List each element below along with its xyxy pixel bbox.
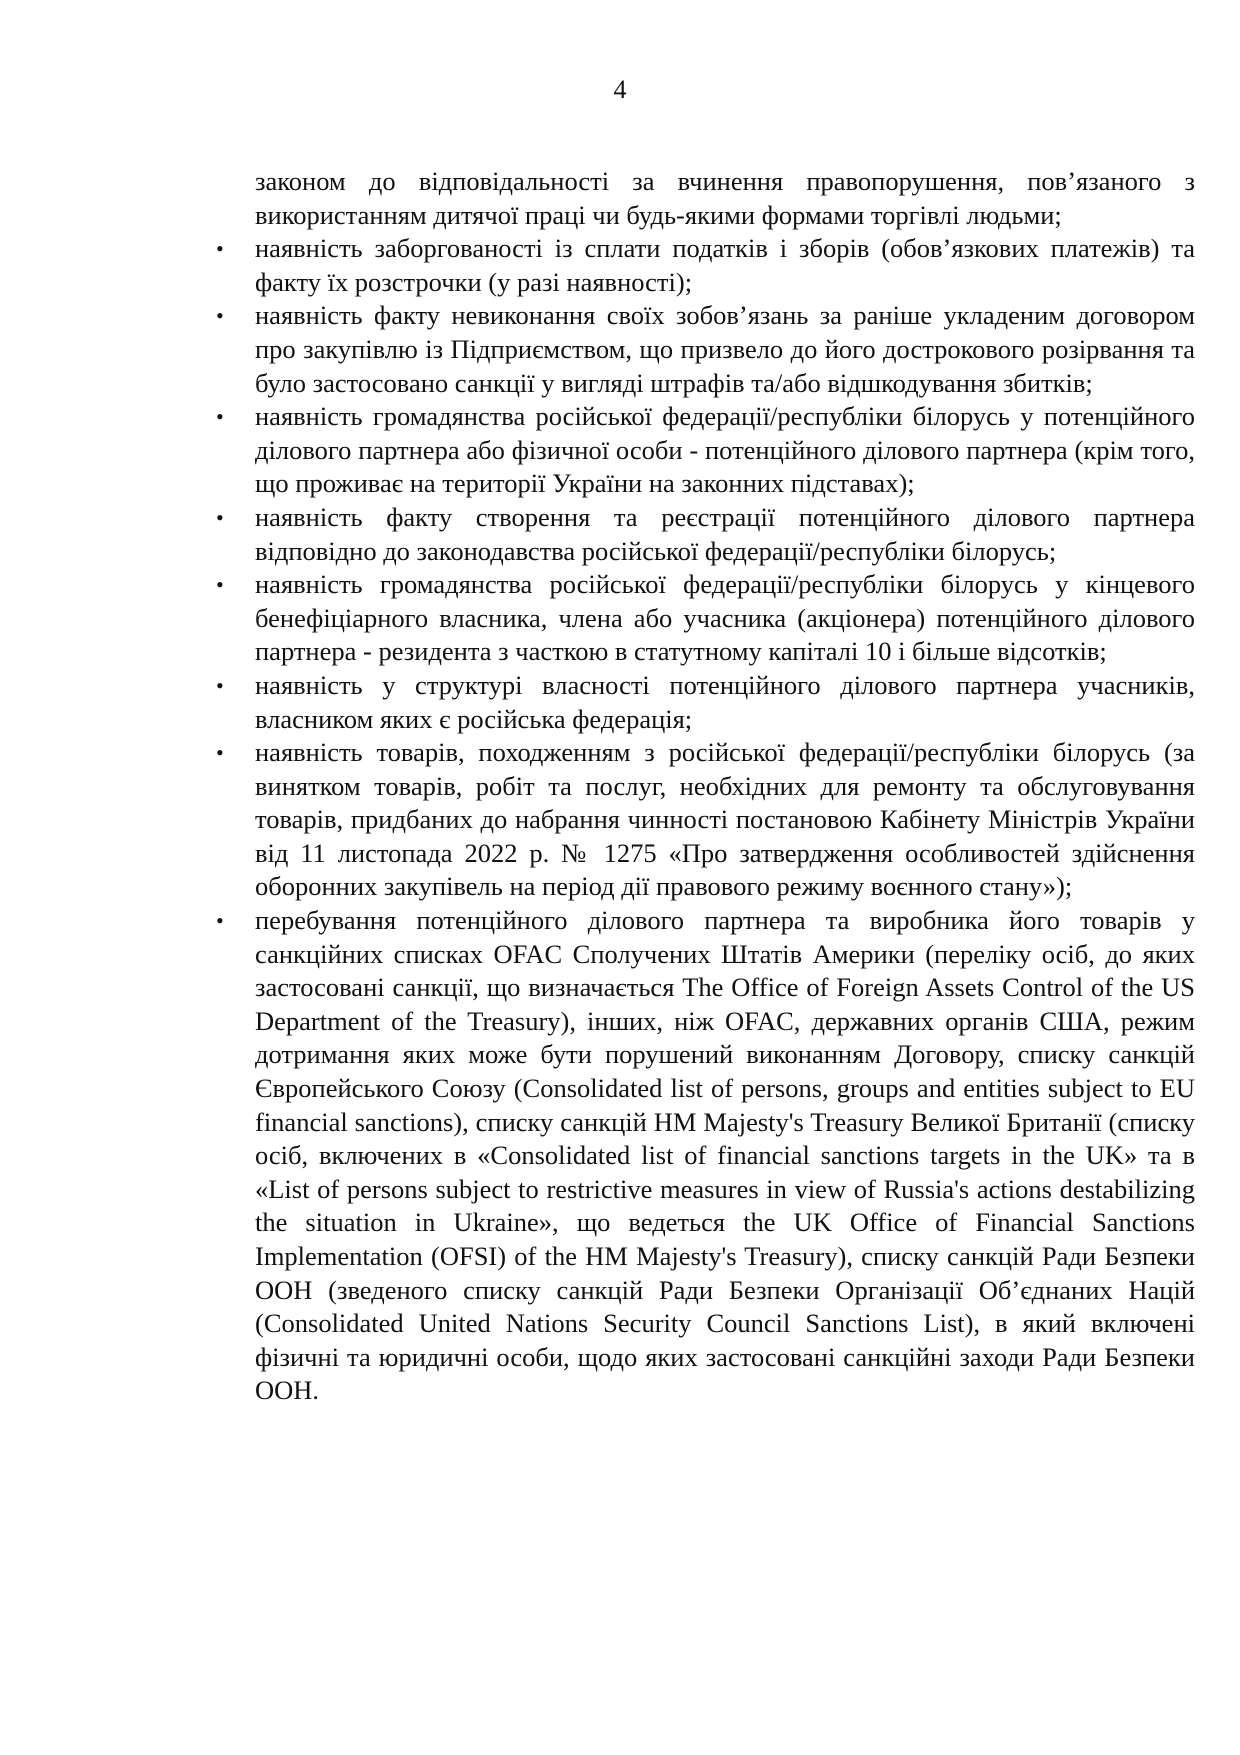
list-item-text: наявність громадянства російської федерації/республіки білорусь у кінцевого бенефіціарного власника, члена або учасника (акціонера) потенційного ділового партнера - резидента з часткою в статутному капіталі 10 і більше відсотків; xyxy=(255,569,1195,667)
list-item-text: наявність товарів, походженням з російської федерації/республіки білорусь (за винятком товарів, робіт та послуг, необхідних для ремонту та обслуговування товарів, придбаних до набрання чинності постановою Кабінету Міністрів України від 11 листопада 2022 р. № 1275 «Про затвердження особливостей здійснення оборонних закупівель на період дії правового режиму воєнного стану»); xyxy=(255,737,1195,902)
list-item-text: наявність громадянства російської федерації/республіки білорусь у потенційного ділового партнера або фізичної особи - потенційного ділового партнера (крім того, що проживає на території України на законних підставах); xyxy=(255,401,1195,499)
bullet-icon: • xyxy=(216,404,224,430)
bullet-icon: • xyxy=(216,572,224,598)
bullet-icon: • xyxy=(216,672,224,698)
document-body xyxy=(216,165,1195,1408)
list-item xyxy=(216,232,1195,299)
list-item xyxy=(216,568,1195,669)
bullet-icon: • xyxy=(216,504,224,530)
continuation-paragraph: законом до відповідальності за вчинення правопорушення, пов’язаного з використанням дитячої праці чи будь-якими формами торгівлі людьми; xyxy=(255,166,1195,230)
page-number: 4 xyxy=(613,75,627,104)
list-item xyxy=(216,736,1195,904)
list-item-text: перебування потенційного ділового партнера та виробника його товарів у санкційних списках OFAC Сполучених Штатів Америки (переліку осіб, до яких застосовані санкції, що визначається The Office of Foreign Assets Control of the US Department of the Treasury), інших, ніж OFAC, державних органів США, режим дотримання яких може бути порушений виконанням Договору, списку санкцій Європейського Союзу (Consolidated list of persons, groups and entities subject to EU financial sanctions), списку санкцій HM Majesty's Treasury Великої Британії (списку осіб, включених в «Consolidated list of financial sanctions targets in the UK» та в «List of persons subject to restrictive measures in view of Russia's actions destabilizing the situation in Ukraine», що ведеться the UK Office of Financial Sanctions Implementation (OFSI) of the HM Majesty's Treasury), списку санкцій Ради Безпеки ООН (зведеного списку санкцій Ради Безпеки Організації Об’єднаних Націй (Consolidated United Nations Security Council Sanctions List), в який включені фізичні та юридичні особи, щодо яких застосовані санкційні заходи Ради Безпеки ООН. xyxy=(255,905,1195,1406)
list-item xyxy=(216,400,1195,501)
list-item xyxy=(216,299,1195,400)
bullet-icon: • xyxy=(216,303,224,329)
bullet-icon: • xyxy=(216,740,224,766)
list-item-text: наявність факту створення та реєстрації потенційного ділового партнера відповідно до законодавства російської федерації/республіки білорусь; xyxy=(255,501,1195,566)
list-item xyxy=(216,904,1195,1408)
list-item-text: наявність факту невиконання своїх зобов’язань за раніше укладеним договором про закупівлю із Підприємством, що призвело до його дострокового розірвання та було застосовано санкції у вигляді штрафів та/або відшкодування збитків; xyxy=(255,300,1195,398)
list-item xyxy=(216,501,1195,568)
bullet-icon: • xyxy=(216,236,224,262)
list-item xyxy=(216,669,1195,736)
criteria-list xyxy=(216,232,1195,1408)
list-item-text: наявність у структурі власності потенційного ділового партнера учасників, власником яких є російська федерація; xyxy=(255,669,1195,734)
list-item-text: наявність заборгованості із сплати податків і зборів (обов’язкових платежів) та факту їх розстрочки (у разі наявності); xyxy=(255,233,1195,297)
bullet-icon: • xyxy=(216,908,224,934)
